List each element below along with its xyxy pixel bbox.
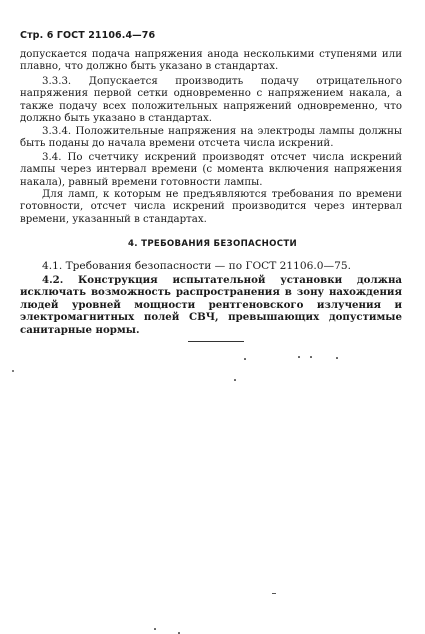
scan-speck [12, 370, 14, 372]
scan-speck [234, 379, 236, 381]
scan-speck [310, 356, 312, 358]
paragraph-4-1: 4.1. Требования безопасности — по ГОСТ 21106.0—75. [42, 260, 351, 272]
scan-speck [298, 356, 300, 358]
paragraph-continuation: допускается подача напряжения анода несколькими ступенями или плавно, что должно быть указано в стандартах. [20, 49, 402, 73]
scan-speck [272, 593, 276, 594]
paragraph-4-2: 4.2. Конструкция испытательной установки должна исключать возможность распространения в зону нахождения людей уровней мощности рентгеновского излучения и электромагнитных полей СВЧ, превышающих допустимые санитарные нормы. [20, 274, 402, 336]
paragraph-3-4: 3.4. По счетчику искрений производят отсчет числа искрений лампы через интервал времени (с момента включения напряжения накала), равный времени готовности лампы. [20, 152, 402, 188]
end-rule-divider [188, 341, 244, 342]
paragraph-readiness-time: Для ламп, к которым не предъявляются требования по времени готовности, отсчет числа искрений производится через интервал времени, указанный в стандартах. [20, 189, 402, 225]
scan-speck [178, 632, 180, 634]
paragraph-3-3-3: 3.3.3. Допускается производить подачу отрицательного напряжения первой сетки одновременно с напряжением накала, а также подачу всех положительных напряжений одновременно, что должно быть указано в стандартах. [20, 76, 402, 125]
section-heading-safety: 4. ТРЕБОВАНИЯ БЕЗОПАСНОСТИ [128, 239, 297, 249]
page-header: Стр. 6 ГОСТ 21106.4—76 [20, 30, 156, 41]
scan-speck [336, 357, 338, 359]
paragraph-3-3-4: 3.3.4. Положительные напряжения на электроды лампы должны быть поданы до начала времени отсчета числа искрений. [20, 126, 402, 150]
scan-speck [244, 358, 246, 360]
scan-speck [154, 628, 156, 630]
